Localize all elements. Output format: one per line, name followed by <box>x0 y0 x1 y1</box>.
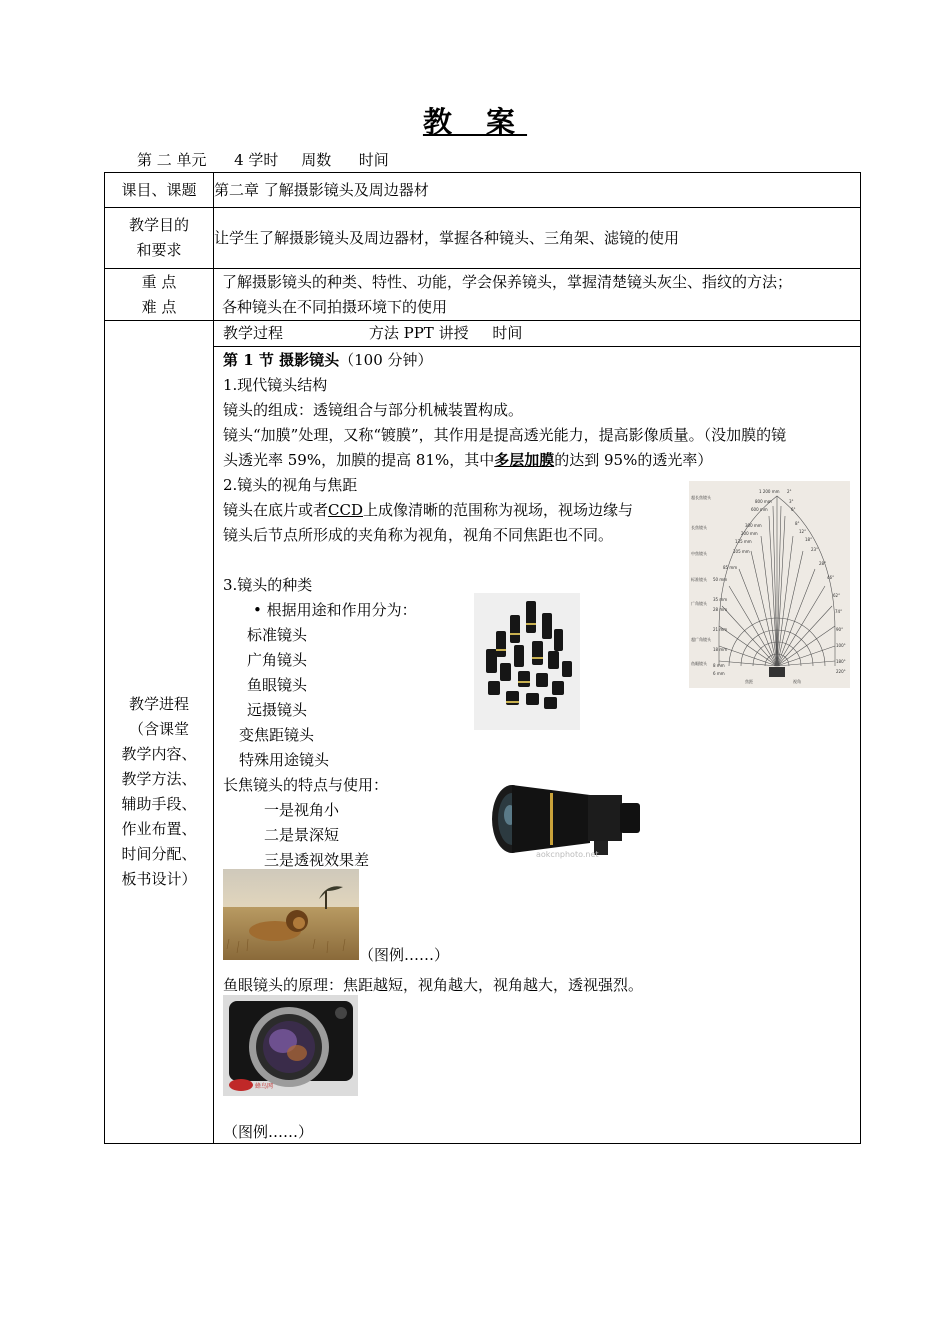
section-title: 第 1 节 摄影镜头 <box>223 351 340 369</box>
fisheye-lens-svg <box>223 995 358 1096</box>
process-header <box>214 321 860 347</box>
process-label-line: 教学内容、 <box>121 745 197 763</box>
process-label-line: （含课堂 <box>128 720 189 738</box>
focal-label: 35 mm <box>713 597 728 602</box>
watermark-tele: aokcnphoto.net <box>536 850 599 859</box>
telephoto-point: 三是透视效果差 <box>264 851 370 869</box>
diagram-label: 标准镜头 <box>691 577 707 582</box>
angle-label: 46° <box>827 575 835 580</box>
key-label-line-2: 难 点 <box>141 297 177 316</box>
focal-label: 800 mm <box>755 499 772 504</box>
process-head-b: 方法 PPT 讲授 <box>368 324 469 342</box>
fisheye-principle: 鱼眼镜头的原理：焦距越短，视角越大，视角越大，透视强烈。 <box>223 976 644 994</box>
key-line-2: 各种镜头在不同拍摄环境下的使用 <box>222 297 448 316</box>
lens-type-item: 特殊用途镜头 <box>239 751 330 769</box>
angle-label: 62° <box>833 593 841 598</box>
lens-type-item: 鱼眼镜头 <box>247 676 308 694</box>
ccd-term: CCD <box>328 501 363 519</box>
lens-collection-photo <box>474 593 580 730</box>
key-label-line-1: 重 点 <box>141 272 177 291</box>
lens-type-item: 标准镜头 <box>247 626 308 644</box>
time-label: 时间 <box>358 151 389 169</box>
angle-label: 180° <box>836 659 846 664</box>
diagram-bottom-label: 焦距 <box>745 679 753 684</box>
process-label-line: 教学方法、 <box>121 770 197 788</box>
telephoto-point: 二是景深短 <box>264 826 340 844</box>
process-label-line: 辅助手段、 <box>121 795 197 813</box>
process-label-line: 作业布置、 <box>121 820 197 838</box>
multilayer-coating-term: 多层加膜 <box>494 451 555 469</box>
s2-p1-start: 镜头在底片或者 <box>223 501 329 519</box>
diagram-bottom-label: 视角 <box>793 679 801 684</box>
s1-paragraph-1: 镜头的组成：透镜组合与部分机械装置构成。 <box>223 401 524 419</box>
focal-label: 85 mm <box>723 565 738 570</box>
telephoto-lens-photo <box>490 781 648 865</box>
lens-collection-svg <box>474 593 580 730</box>
subject-label: 课目、课题 <box>121 180 197 199</box>
goal-label-cell <box>105 208 214 269</box>
angle-label: 3° <box>789 499 794 504</box>
page-title: 教 案 <box>422 105 528 139</box>
focal-label: 18 mm <box>713 647 728 652</box>
subject-value-cell <box>214 173 861 208</box>
goal-value: 让学生了解摄影镜头及周边器材，掌握各种镜头、三角架、滤镜的使用 <box>214 228 680 247</box>
angle-label: 28° <box>819 561 827 566</box>
angle-label: 8° <box>795 521 800 526</box>
subsection-2: 2.镜头的视角与焦距 <box>223 476 358 494</box>
s2-paragraph-2: 镜头后节点所形成的夹角称为视角，视角不同焦距也不同。 <box>223 526 614 544</box>
diagram-label: 长焦镜头 <box>691 525 707 530</box>
goal-label-line-2: 和要求 <box>136 241 182 259</box>
example-caption-2: （图例……） <box>223 1123 314 1141</box>
s1-paragraph-3 <box>223 448 712 473</box>
lens-type-item: 远摄镜头 <box>247 701 308 719</box>
key-label-cell <box>105 269 214 321</box>
subject-value: 第二章 了解摄影镜头及周边器材 <box>214 180 429 199</box>
process-label-line: 教学进程 <box>128 695 189 713</box>
subject-label-cell <box>105 173 214 208</box>
focal-label: 50 mm <box>713 577 728 582</box>
focal-label: 135 mm <box>735 539 752 544</box>
lesson-content <box>214 347 860 1143</box>
angle-label: 23° <box>811 547 819 552</box>
s2-paragraph-1 <box>223 498 633 523</box>
process-content-cell <box>214 321 861 1144</box>
goal-label-line-1: 教学目的 <box>128 216 189 234</box>
angle-label: 220° <box>836 669 846 674</box>
watermark-fisheye: 蜂鸟网 <box>255 1083 274 1090</box>
diagram-label: 广角镜头 <box>691 601 707 606</box>
subsection-1: 1.现代镜头结构 <box>223 376 328 394</box>
section-heading <box>223 348 433 373</box>
s1-paragraph-2: 镜头“加膜”处理，又称“镀膜”，其作用是提高透光能力，提高影像质量。（没加膜的镜 <box>223 426 787 444</box>
lens-type-item: 广角镜头 <box>247 651 308 669</box>
focal-label: 21 mm <box>713 627 728 632</box>
hours-label: 4 学时 <box>234 151 279 169</box>
focal-label: 600 mm <box>751 507 768 512</box>
process-head-c: 时间 <box>492 324 523 342</box>
s1-p3-start: 头透光率 59%，加膜的提高 81%，其中 <box>223 451 495 469</box>
angle-label: 12° <box>799 529 807 534</box>
section-time: （100 分钟） <box>339 351 433 369</box>
fisheye-lens-photo <box>223 995 358 1096</box>
focal-label: 28 mm <box>713 607 728 612</box>
focal-label: 1 200 mm <box>759 489 780 494</box>
angle-of-view-diagram <box>689 481 850 688</box>
lion-photo-svg <box>223 869 359 960</box>
focal-label: 6 mm <box>713 671 725 676</box>
key-value-cell <box>214 269 861 321</box>
angle-diagram-svg <box>689 481 850 688</box>
lesson-plan-table <box>104 172 861 1144</box>
weeks-label: 周数 <box>301 151 332 169</box>
diagram-label: 超广角镜头 <box>691 637 711 642</box>
focal-label: 105 mm <box>733 549 750 554</box>
s1-p3-end: 的达到 95%的透光率） <box>554 451 713 469</box>
telephoto-title: 长焦镜头的特点与使用： <box>223 776 389 794</box>
unit-label: 第 二 单元 <box>137 151 207 169</box>
focal-label: 200 mm <box>741 531 758 536</box>
angle-label: 6° <box>791 507 796 512</box>
telephoto-point: 一是视角小 <box>264 801 340 819</box>
goal-value-cell <box>214 208 861 269</box>
lion-savanna-photo <box>223 869 359 960</box>
diagram-label: 超长焦镜头 <box>691 495 711 500</box>
focal-label: 8 mm <box>713 663 725 668</box>
lens-type-item: 变焦距镜头 <box>239 726 315 744</box>
subsection-3: 3.镜头的种类 <box>223 576 313 594</box>
unit-info-line <box>137 149 407 170</box>
key-line-1: 了解摄影镜头的种类、特性、功能，学会保养镜头，掌握清楚镜头灰尘、指纹的方法； <box>222 272 793 291</box>
example-caption-1: （图例……） <box>359 946 450 964</box>
process-label-line: 板书设计） <box>121 870 197 888</box>
telephoto-lens-svg <box>490 781 648 865</box>
s2-p1-end: 上成像清晰的范围称为视场，视场边缘与 <box>363 501 634 519</box>
diagram-label: 鱼眼镜头 <box>691 661 707 666</box>
process-head-a: 教学过程 <box>223 324 284 342</box>
angle-label: 18° <box>805 537 813 542</box>
process-label-cell <box>105 321 214 1144</box>
process-label-line: 时间分配、 <box>121 845 197 863</box>
angle-label: 2° <box>787 489 792 494</box>
bullet-usage: • 根据用途和作用分为： <box>253 601 417 619</box>
diagram-label: 中焦镜头 <box>691 551 707 556</box>
focal-label: 300 mm <box>745 523 762 528</box>
angle-label: 100° <box>836 643 846 648</box>
angle-label: 74° <box>835 609 843 614</box>
angle-label: 90° <box>836 627 844 632</box>
